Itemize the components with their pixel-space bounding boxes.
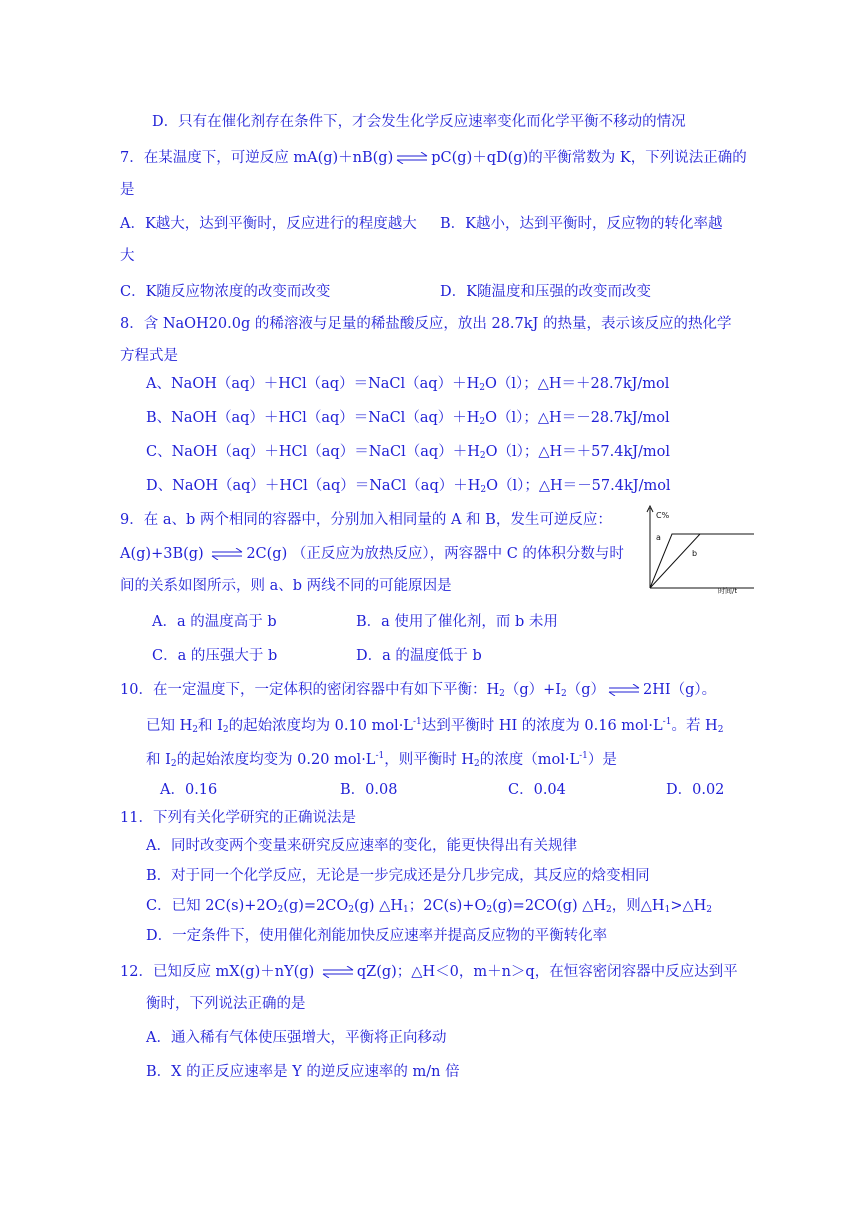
q10-s2c: 的起始浓度均为 0.10 mol·L	[228, 718, 413, 734]
q10-s2a: 已知 H	[146, 718, 193, 734]
q12-option-b: B．X 的正反应速率是 Y 的逆反应速率的 m/n 倍	[146, 1064, 460, 1080]
q11-sub: 2	[606, 905, 612, 915]
q8-b-sub: 2	[479, 417, 486, 427]
q11-sub: 1	[402, 905, 409, 915]
q11-c-a: C．已知 2C(s)+2O	[146, 898, 278, 914]
q10-sub: 2	[561, 689, 567, 699]
q9-stem-2-post: （正反应为放热反应），两容器中 C 的体积分数与时	[291, 546, 624, 562]
q9-reaction-left: A(g)+3B(g)	[120, 546, 204, 562]
q8-b-label: B、	[146, 410, 172, 426]
q8-d-sub: 2	[480, 485, 487, 495]
q8-d-eq-mid: O（l）；△H＝	[486, 478, 578, 494]
q8-a-label: A、	[146, 376, 171, 392]
q11-sub: 1	[664, 905, 671, 915]
q10-s3a: 和 I	[146, 752, 171, 768]
q10-sub: 2	[170, 759, 177, 769]
reversible-arrow-icon	[210, 548, 244, 560]
q11-sub: 2	[486, 905, 493, 915]
q10-stem-mid2: （g）	[566, 682, 606, 698]
q10-s3c: ，则平衡时 H	[384, 752, 474, 768]
q10-s3d: 的浓度（mol·L	[479, 752, 580, 768]
q11-c-b: (g)=2CO	[283, 898, 349, 914]
q8-a-eq: NaOH（aq）＋HCl（aq）＝NaCl（aq）＋H	[170, 376, 480, 392]
q11-c-d: ；2C(s)+O	[408, 898, 487, 914]
reversible-arrow-icon	[607, 684, 641, 696]
q9-series-b-line	[650, 534, 754, 588]
q7-reactants: mA(g)＋nB(g)	[293, 150, 394, 166]
q10-s2b: 和 I	[198, 718, 223, 734]
q8-b-value: －28.7kJ/mol	[576, 410, 670, 426]
q11-sub: 2	[706, 905, 712, 915]
q9-option-b: B．a 使用了催化剂，而 b 未用	[356, 614, 558, 630]
q12-stem	[120, 962, 738, 982]
q11-option-b: B．对于同一个化学反应，无论是一步完成还是分几步完成，其反应的焓变相同	[146, 868, 650, 884]
q9-ylabel: C%	[656, 511, 670, 520]
q8-d-value: －57.4kJ/mol	[577, 478, 671, 494]
q8-option-b	[146, 408, 670, 432]
q10-s3e: ）是	[587, 752, 617, 768]
q8-c-value: ＋57.4kJ/mol	[576, 444, 671, 460]
q8-option-c	[146, 442, 670, 466]
q10-sub: 2	[499, 689, 505, 699]
q10-option-d: D．0.02	[666, 782, 725, 798]
q10-s2d: 达到平衡时 HI 的浓度为 0.16 mol·L	[421, 718, 663, 734]
q11-c-g: >△H	[670, 898, 707, 914]
reversible-arrow-icon	[395, 152, 429, 164]
q11-option-a: A．同时改变两个变量来研究反应速率的变化，能更快得出有关规律	[146, 838, 577, 854]
q10-s3b: 的起始浓度均变为 0.20 mol·L	[176, 752, 376, 768]
q11-c-c: (g) △H	[353, 898, 403, 914]
q9-series-a-label: a	[656, 533, 661, 542]
q7-stem-cont: 是	[120, 182, 135, 198]
q9-series-b-label: b	[692, 549, 698, 558]
q10-s2e: 。若 H	[671, 718, 718, 734]
q8-c-eq-mid: O（l）；△H＝	[485, 444, 577, 460]
q11-c-f: ，则△H	[611, 898, 665, 914]
q10-sub: 2	[717, 725, 724, 735]
q7-stem-pre: 7．在某温度下，可逆反应	[120, 150, 294, 166]
q12-stem-cont: 衡时，下列说法正确的是	[146, 996, 306, 1012]
q9-reaction-right: 2C(g)	[246, 546, 288, 562]
q9-stem-2	[120, 544, 624, 564]
q8-c-eq: NaOH（aq）＋HCl（aq）＝NaCl（aq）＋H	[171, 444, 480, 460]
q6-option-d: D．只有在催化剂存在条件下，才会发生化学反应速率变化而化学平衡不移动的情况	[152, 114, 686, 130]
q11-sub: 2	[277, 905, 284, 915]
q8-b-eq: NaOH（aq）＋HCl（aq）＝NaCl（aq）＋H	[171, 410, 480, 426]
q10-option-a: A．0.16	[160, 782, 218, 798]
q9-option-a: A．a 的温度高于 b	[152, 614, 277, 630]
q10-stem-2	[146, 712, 723, 740]
q10-stem-post: 2HI（g）。	[643, 682, 717, 698]
q8-option-d	[146, 476, 671, 500]
q7-option-b: B．K越小，达到平衡时，反应物的转化率越	[440, 216, 723, 232]
q9-stem: 9．在 a、b 两个相同的容器中，分别加入相同量的 A 和 B，发生可逆反应：	[120, 512, 612, 528]
q7-option-d: D．K随温度和压强的改变而改变	[440, 284, 651, 300]
q10-sup: -1	[412, 717, 422, 727]
q8-c-sub: 2	[479, 451, 486, 461]
q9-chart	[642, 504, 762, 594]
q7-option-a: A．K越大，达到平衡时，反应进行的程度越大	[120, 216, 417, 232]
q7-option-c: C．K随反应物浓度的改变而改变	[120, 284, 331, 300]
q9-option-c: C．a 的压强大于 b	[152, 648, 278, 664]
q9-xlabel: 时间/t	[718, 587, 738, 594]
q8-d-label: D、	[146, 478, 173, 494]
q7-products: pC(g)＋qD(g)	[431, 150, 529, 166]
q8-stem-cont: 方程式是	[120, 348, 178, 364]
q7-option-b-cont: 大	[120, 248, 135, 264]
q10-sup: -1	[579, 751, 588, 761]
q11-option-d: D．一定条件下，使用催化剂能加快反应速率并提高反应物的平衡转化率	[146, 928, 608, 944]
q10-stem-mid1: （g）+I	[504, 682, 561, 698]
q12-stem-post: qZ(g)；△H＜0，m＋n＞q，在恒容密闭容器中反应达到平	[356, 964, 738, 980]
q10-stem-3	[146, 746, 617, 774]
q8-b-eq-mid: O（l）；△H＝	[485, 410, 577, 426]
q11-option-c	[146, 896, 712, 920]
q10-option-b: B．0.08	[340, 782, 398, 798]
q9-stem-3: 间的关系如图所示，则 a、b 两线不同的可能原因是	[120, 578, 452, 594]
q8-option-a	[146, 374, 669, 398]
q8-a-sub: 2	[479, 383, 485, 393]
q10-stem-pre: 10．在一定温度下，一定体积的密闭容器中有如下平衡：H	[120, 682, 500, 698]
q11-stem: 11．下列有关化学研究的正确说法是	[120, 810, 356, 826]
q7-stem-post: 的平衡常数为 K，下列说法正确的	[528, 150, 747, 166]
q10-sup: -1	[662, 717, 672, 727]
q12-option-a: A．通入稀有气体使压强增大，平衡将正向移动	[146, 1030, 447, 1046]
q12-stem-pre: 12．已知反应 mX(g)＋nY(g)	[120, 964, 315, 980]
q8-a-value: ＋28.7kJ/mol	[576, 376, 670, 392]
q9-series-a-line	[650, 534, 754, 588]
q10-sub: 2	[192, 725, 198, 735]
q10-sub: 2	[473, 759, 480, 769]
q11-sub: 2	[348, 905, 354, 915]
q8-a-eq-mid: O（l）；△H＝	[484, 376, 577, 392]
q10-option-c: C．0.04	[508, 782, 566, 798]
q8-c-label: C、	[146, 444, 172, 460]
q10-stem	[120, 680, 716, 704]
q10-sub: 2	[222, 725, 229, 735]
q8-d-eq: NaOH（aq）＋HCl（aq）＝NaCl（aq）＋H	[172, 478, 481, 494]
q7-stem	[120, 148, 747, 168]
reversible-arrow-icon	[321, 966, 355, 978]
q10-sup: -1	[375, 751, 385, 761]
q11-c-e: (g)=2CO(g) △H	[492, 898, 607, 914]
q8-stem: 8．含 NaOH20.0g 的稀溶液与足量的稀盐酸反应，放出 28.7kJ 的热量，表示该反应的热化学	[120, 316, 732, 332]
q9-option-d: D．a 的温度低于 b	[356, 648, 482, 664]
